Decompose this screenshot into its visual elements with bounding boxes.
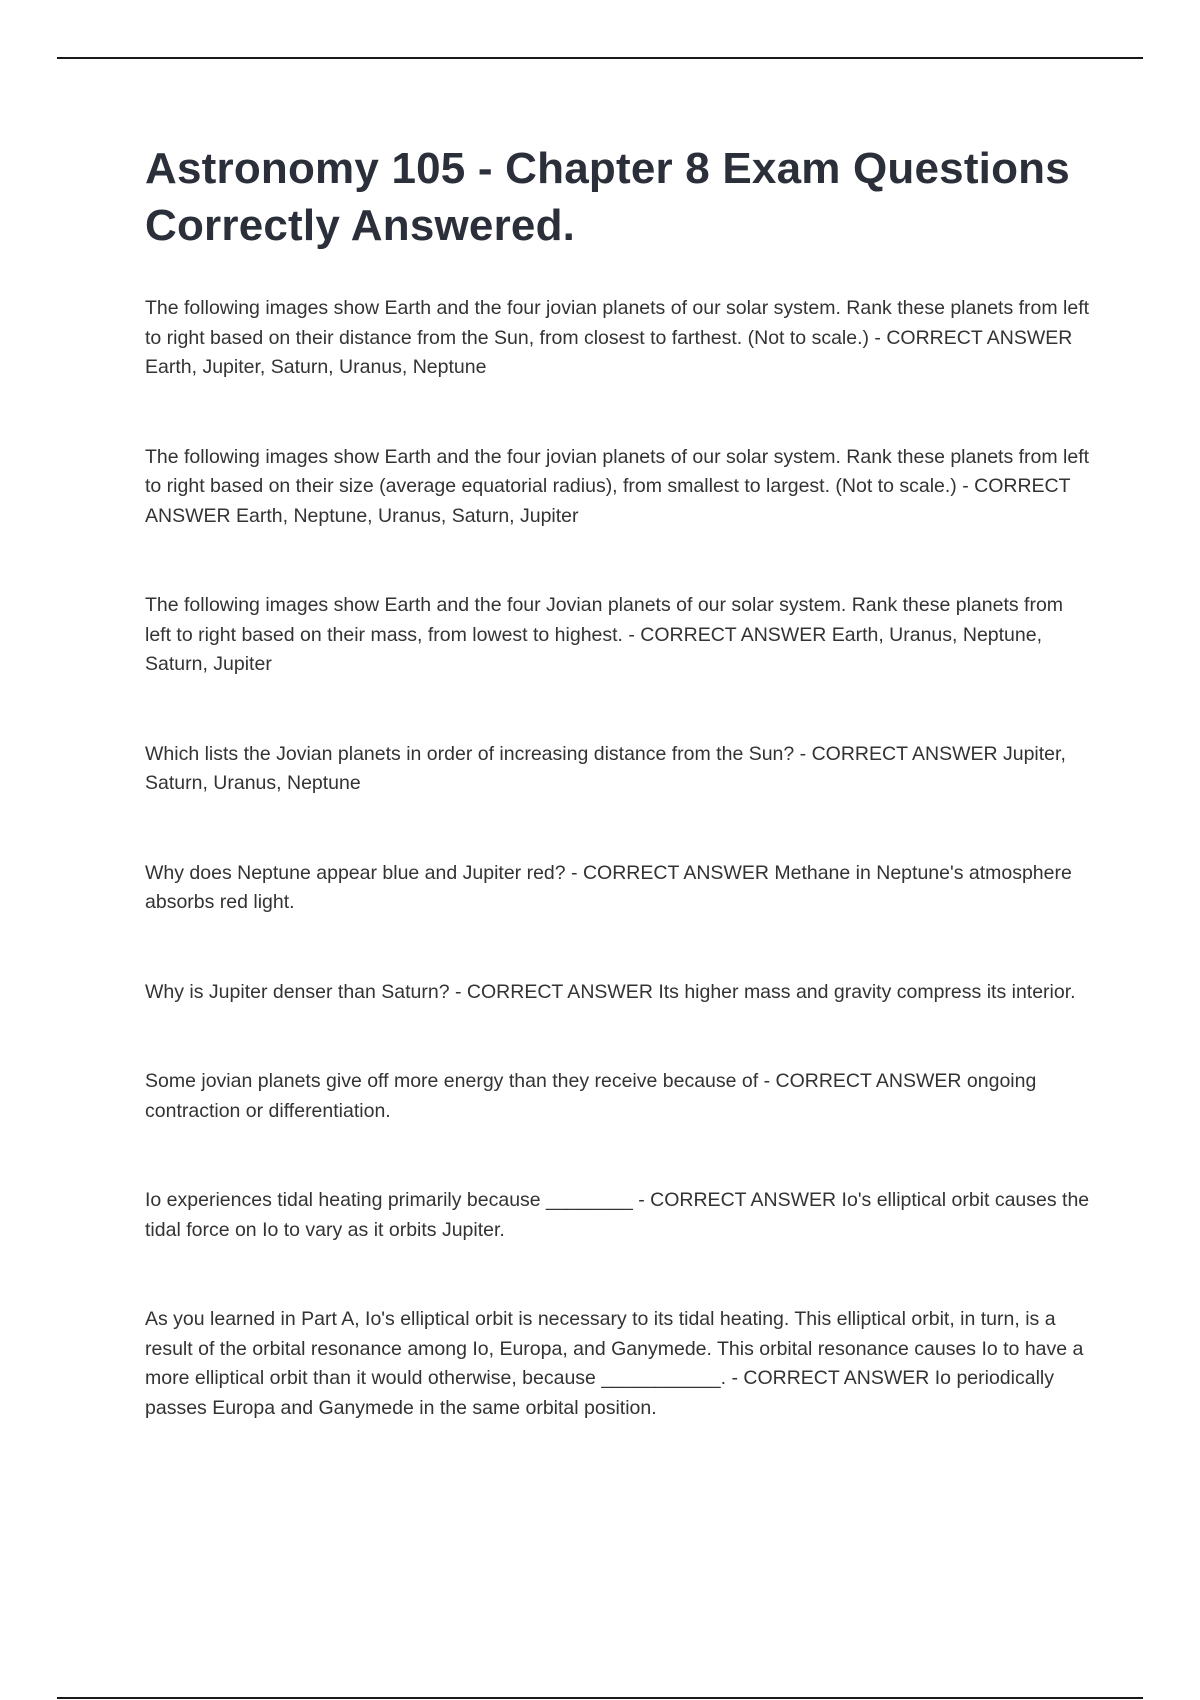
qa-item: The following images show Earth and the four Jovian planets of our solar system. Rank these planets from left to right based on their mass, from lowest to highest. - CORRECT ANSWER Earth, Uranus, Neptune, Saturn, Jupiter [145, 594, 1064, 675]
qa-item: Some jovian planets give off more energy than they receive because of - CORRECT ANSWER ongoing contraction or differentiation. [145, 1070, 1037, 1122]
qa-item: Why does Neptune appear blue and Jupiter red? - CORRECT ANSWER Methane in Neptune's atmosphere absorbs red light. [145, 861, 1072, 913]
document-body [145, 140, 1090, 1483]
document-title: Astronomy 105 - Chapter 8 Exam Questions Correctly Answered. [145, 144, 1070, 250]
qa-item: The following images show Earth and the four jovian planets of our solar system. Rank these planets from left to right based on their size (average equatorial radius), from smallest to largest. (Not to scale.) - CORRECT ANSWER Earth, Neptune, Uranus, Saturn, Jupiter [145, 445, 1090, 527]
question-list [145, 294, 1090, 1423]
qa-item: Why is Jupiter denser than Saturn? - CORRECT ANSWER Its higher mass and gravity compress its interior. [145, 980, 1076, 1003]
bottom-rule [57, 1697, 1143, 1699]
qa-item: The following images show Earth and the four jovian planets of our solar system. Rank these planets from left to right based on their distance from the Sun, from closest to farthest. (Not to scale.) - CORRECT ANSWER Earth, Jupiter, Saturn, Uranus, Neptune [145, 297, 1090, 378]
qa-item: Io experiences tidal heating primarily because ________ - CORRECT ANSWER Io's elliptical orbit causes the tidal force on Io to vary as it orbits Jupiter. [145, 1189, 1090, 1241]
top-rule [57, 57, 1143, 59]
qa-item: As you learned in Part A, Io's elliptical orbit is necessary to its tidal heating. This elliptical orbit, in turn, is a result of the orbital resonance among Io, Europa, and Ganymede. This orbital resonance causes Io to have a more elliptical orbit than it would otherwise, because ___________. - CORRECT ANSWER Io periodically passes Europa and Ganymede in the same orbital position. [145, 1308, 1084, 1419]
qa-item: Which lists the Jovian planets in order of increasing distance from the Sun? - CORRECT ANSWER Jupiter, Saturn, Uranus, Neptune [145, 742, 1066, 794]
